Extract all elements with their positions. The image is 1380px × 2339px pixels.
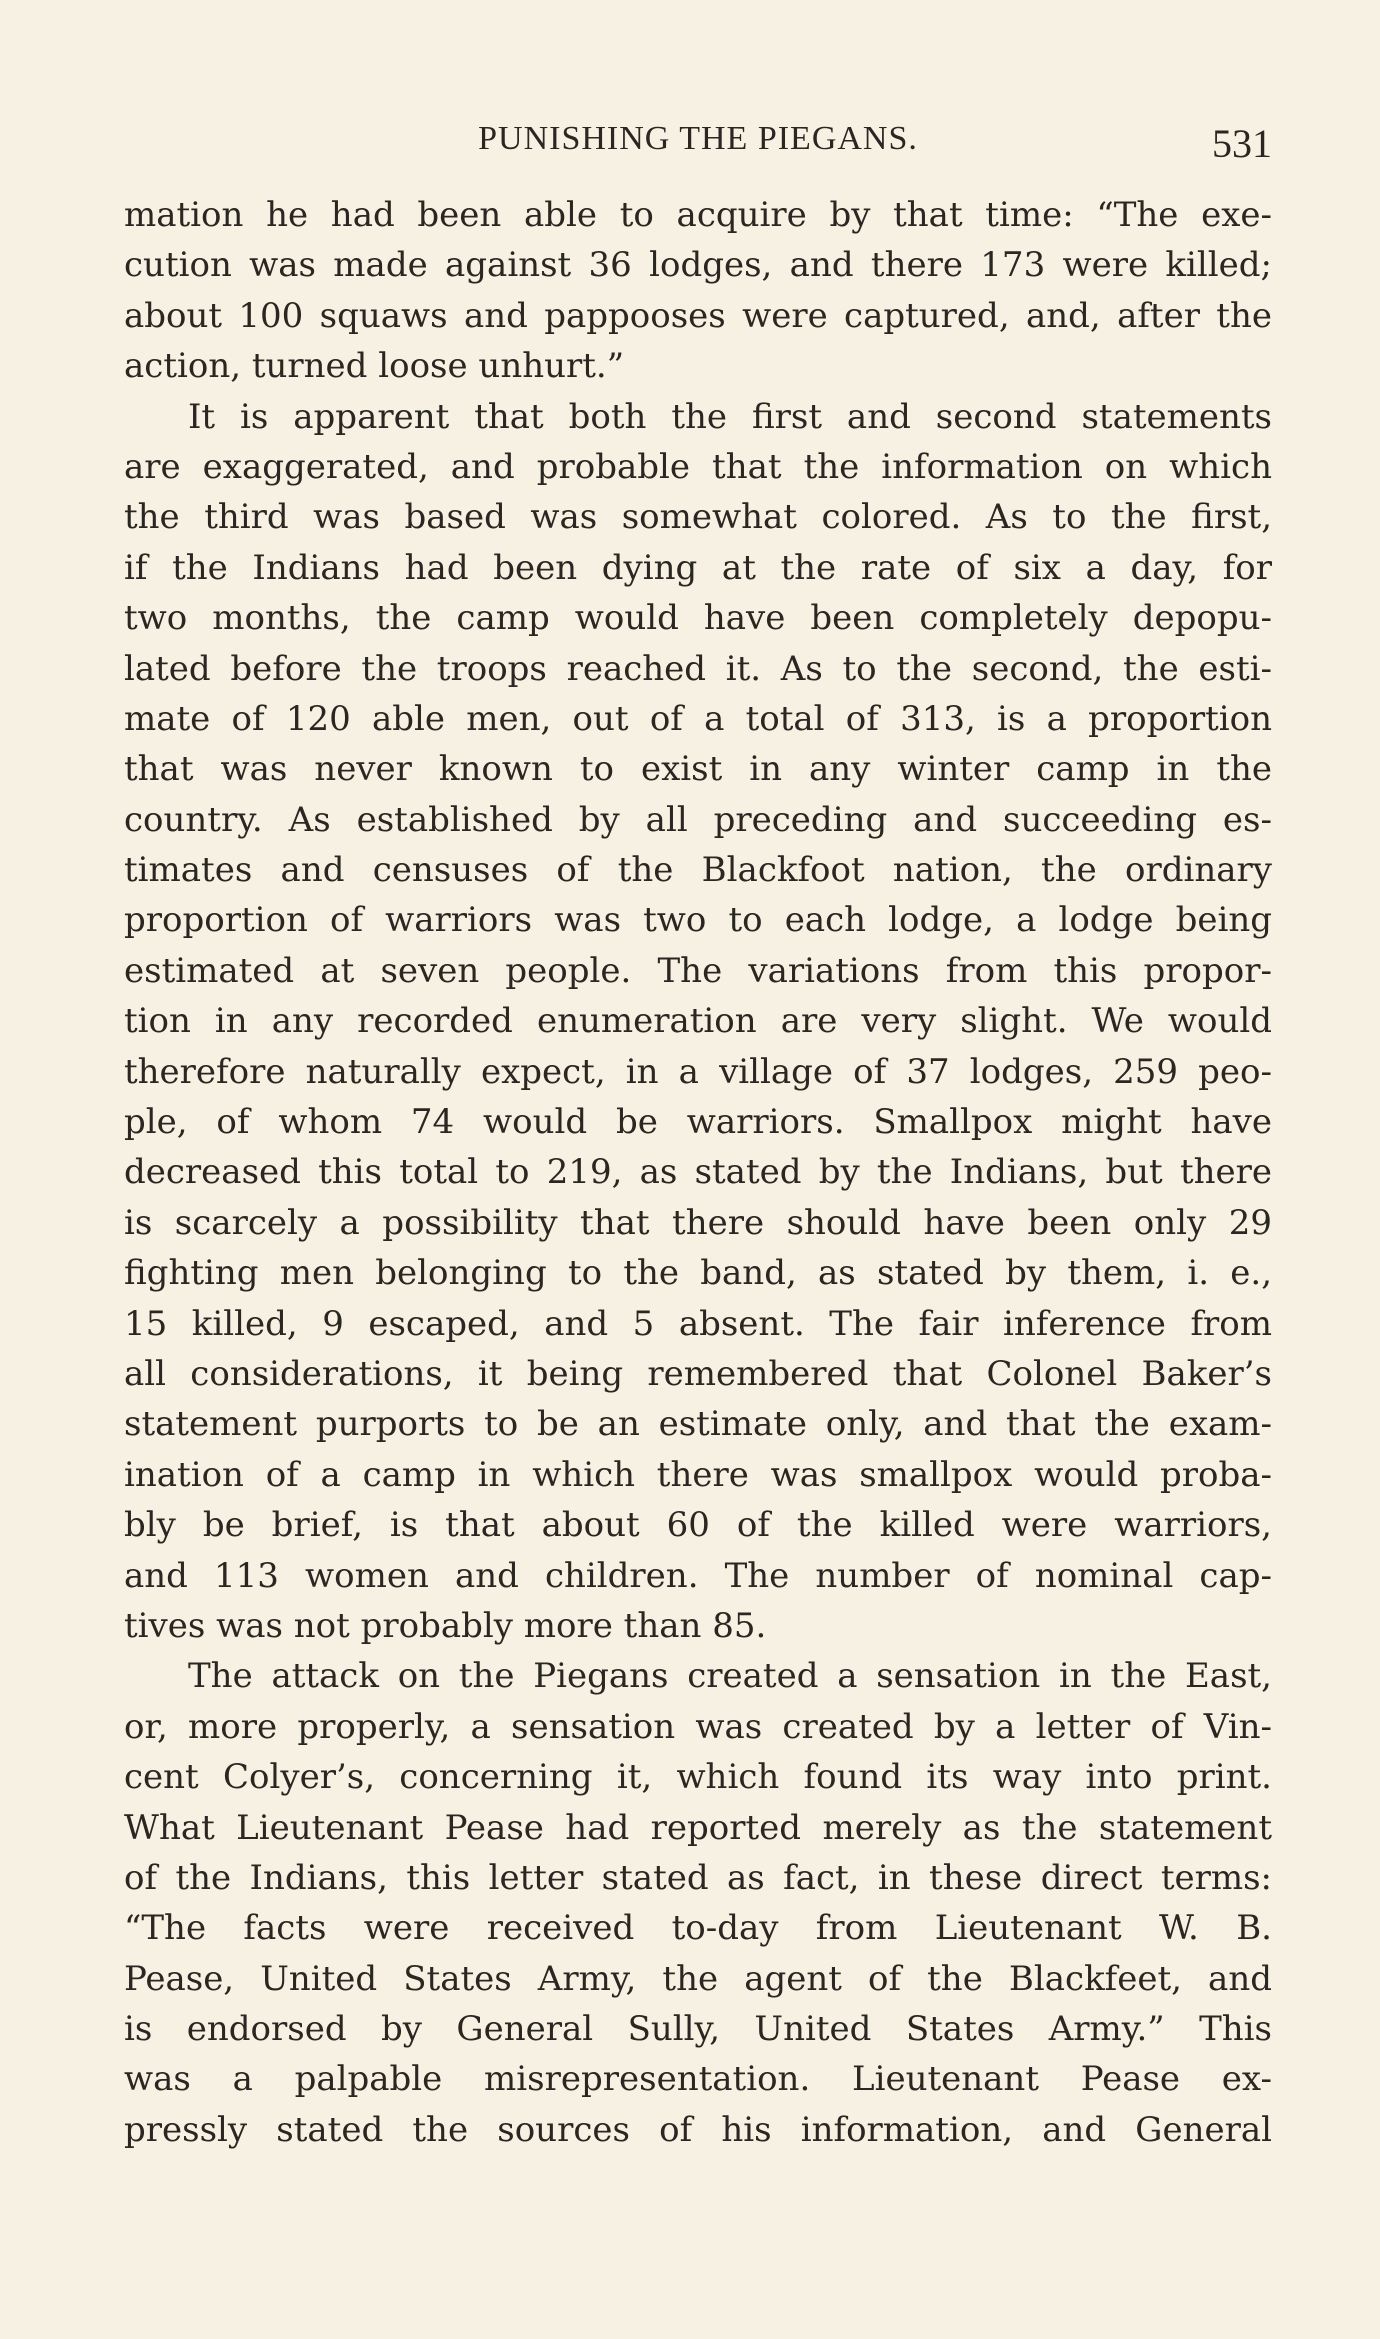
text-line: ple, of whom 74 would be warriors. Smallpox might have [124, 1102, 1272, 1143]
text-line: mation he had been able to acquire by that time: “The exe- [124, 195, 1272, 235]
text-line: ination of a camp in which there was smallpox would proba- [124, 1454, 1272, 1495]
text-line: It is apparent that both the first and second statements [188, 396, 1272, 437]
text-line: or, more properly, a sensation was created by a letter of Vin- [124, 1706, 1272, 1747]
text-line: pressly stated the sources of his information, and General [124, 2109, 1272, 2150]
text-line: lated before the troops reached it. As to the second, the esti- [124, 648, 1272, 689]
text-line: cent Colyer’s, concerning it, which found its way into print. [124, 1757, 1272, 1798]
text-line: 15 killed, 9 escaped, and 5 absent. The fair inference from [124, 1303, 1272, 1344]
text-line: two months, the camp would have been completely depopu- [124, 598, 1272, 639]
text-line: timates and censuses of the Blackfoot nation, the ordinary [124, 850, 1272, 891]
text-line: Pease, United States Army, the agent of the Blackfeet, and [124, 1958, 1272, 1999]
text-line: decreased this total to 219, as stated by the Indians, but there [124, 1152, 1272, 1193]
page-number: 531 [1212, 121, 1272, 166]
text-line: are exaggerated, and probable that the information on which [124, 446, 1272, 487]
text-line: tion in any recorded enumeration are very slight. We would [124, 1001, 1272, 1042]
text-line: is endorsed by General Sully, United States Army.” This [124, 2009, 1272, 2050]
text-line: statement purports to be an estimate only, and that the exam- [124, 1404, 1272, 1445]
text-line: bly be brief, is that about 60 of the killed were warriors, [124, 1505, 1272, 1546]
text-line: cution was made against 36 lodges, and there 173 were killed; [124, 245, 1272, 286]
text-line: about 100 squaws and pappooses were captured, and, after the [124, 295, 1272, 336]
text-line: “The facts were received to-day from Lieutenant W. B. [124, 1908, 1272, 1949]
text-line: tives was not probably more than 85. [124, 1605, 767, 1646]
text-line: What Lieutenant Pease had reported merely as the statement [124, 1807, 1272, 1848]
text-line: that was never known to exist in any winter camp in the [124, 749, 1272, 790]
text-line: and 113 women and children. The number of nominal cap- [124, 1555, 1272, 1596]
body-text [124, 190, 1272, 2155]
text-line: action, turned loose unhurt.” [124, 346, 625, 387]
page-header [124, 112, 1272, 172]
text-line: proportion of warriors was two to each lodge, a lodge being [124, 900, 1272, 941]
text-line: of the Indians, this letter stated as fact, in these direct terms: [124, 1857, 1272, 1898]
text-line: estimated at seven people. The variations from this propor- [124, 950, 1272, 991]
text-line: therefore naturally expect, in a village of 37 lodges, 259 peo- [124, 1051, 1272, 1092]
text-line: is scarcely a possibility that there should have been only 29 [124, 1202, 1272, 1243]
text-line: The attack on the Piegans created a sensation in the East, [188, 1656, 1272, 1697]
running-head: PUNISHING THE PIEGANS. [478, 120, 918, 157]
text-line: fighting men belonging to the band, as stated by them, i. e., [124, 1253, 1272, 1294]
text-line: if the Indians had been dying at the rate of six a day, for [124, 547, 1272, 588]
text-line: mate of 120 able men, out of a total of 313, is a proportion [124, 698, 1272, 739]
text-line: the third was based was somewhat colored. As to the first, [124, 497, 1272, 538]
text-line: was a palpable misrepresentation. Lieutenant Pease ex- [124, 2059, 1272, 2100]
text-line: all considerations, it being remembered that Colonel Baker’s [124, 1353, 1272, 1394]
text-line: country. As established by all preceding and succeeding es- [124, 799, 1272, 840]
